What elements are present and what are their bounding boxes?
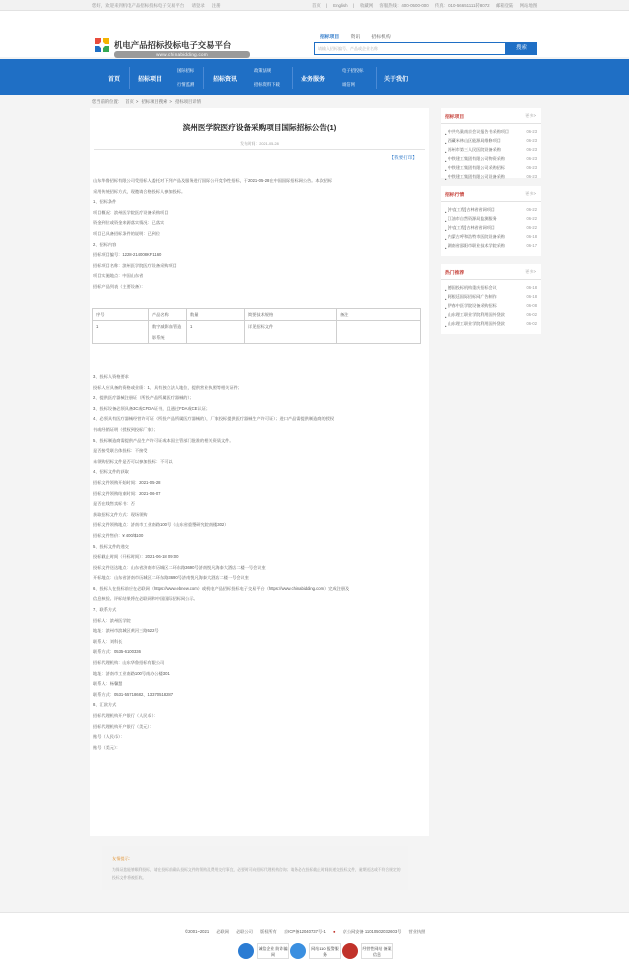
list-item-text: [中直工程]吉林省省网项目	[447, 207, 495, 212]
sidebar-list	[441, 280, 541, 328]
article-line: 地址：济南市工业南路100号南办公楼301	[93, 670, 170, 676]
license-link[interactable]: 营业执照	[408, 929, 426, 934]
more-link[interactable]: 更多>	[525, 269, 536, 274]
publish-date: 发布时间：2021-05-28	[240, 142, 279, 146]
breadcrumb: 您当前的位置： 首页 > 招标项目搜索 > 招标项目详情	[92, 99, 201, 104]
badge-label: 诚信企业 防诈骗网	[257, 943, 289, 959]
list-item-text: [中直工程]吉林省省网项目	[447, 225, 495, 230]
list-item-text: 山东理工职业学院利用国外贷款	[447, 321, 505, 326]
top-bar	[0, 0, 629, 11]
nav-home[interactable]: 首页	[108, 77, 121, 83]
list-item[interactable]: • 德国投标机构重庆招标会议 06-18	[445, 285, 537, 292]
article-body-top	[93, 176, 423, 293]
list-item[interactable]: • 内蒙古呼和浩特市医院设备采购 06-18	[445, 234, 537, 241]
list-item-date: 06-23	[526, 147, 537, 152]
nav-intl-bidding[interactable]: 国际招标	[177, 68, 195, 73]
title-divider	[94, 149, 425, 150]
list-item-text: 中铁建工集团有限公司物资采购	[447, 156, 505, 161]
list-item-date: 06-18	[526, 234, 537, 239]
list-item-date: 06-02	[526, 312, 537, 317]
sidebar-list	[441, 202, 541, 250]
list-item-date: 06-22	[526, 225, 537, 230]
list-item-text: 中铁建工集团有限公司采购招标	[447, 165, 505, 170]
nav-credit[interactable]: 诚信网	[342, 82, 355, 87]
article-line: 招标文件售价：¥ 400/$100	[93, 532, 144, 538]
search-tab-agencies[interactable]: 招标机构	[371, 35, 391, 40]
list-item-text: 苏州市第三人民医院设备采购	[447, 147, 501, 152]
article-line: 是否接受联合体投标：不接受	[93, 448, 148, 454]
list-item[interactable]: • 中铁建工集团有限公司设备采购 06-23	[445, 174, 537, 181]
table-cell: 数字减影血管造影系统	[149, 321, 187, 344]
page-title: 滨州医学院医疗设备采购项目国际招标公告(1)	[182, 123, 337, 132]
footer-links	[185, 929, 431, 935]
nav-divider	[129, 67, 130, 89]
table-cell: 1	[93, 321, 149, 344]
nav-info[interactable]: 招标资讯	[213, 77, 238, 83]
trust-badge[interactable]	[238, 940, 289, 962]
police-icon: ●	[333, 929, 336, 934]
article-line: 招标文件领购开始时间：2021-05-28	[93, 479, 161, 485]
police-link[interactable]: 京公网安备 11010502032603号	[342, 929, 402, 934]
table-cell: 详见招标文件	[245, 321, 337, 344]
table-cell: 1	[187, 321, 245, 344]
sidebar-section	[441, 186, 541, 256]
shield-icon	[238, 943, 254, 959]
list-item-text: 江油市自然资源局监测服务	[447, 216, 497, 221]
badge-label: 经营性网站 备案信息	[361, 943, 393, 959]
list-item-text: 山东理工职业学院利用国外贷款	[447, 312, 505, 317]
article-line: 招标产品列表（主要设备）：	[93, 283, 146, 289]
article-line: 3、投标人资格要求	[93, 374, 129, 379]
list-item-date: 06-23	[526, 165, 537, 170]
list-item-date: 06-08	[526, 303, 537, 308]
table-header: 序号	[93, 309, 149, 321]
search-input[interactable]: 请输入招标编号、产品或企业名称	[314, 42, 506, 55]
list-item-date: 06-17	[526, 243, 537, 248]
list-item-text: 湖南省邵阳市职业技术学院采购	[447, 243, 505, 248]
list-item-text: 西藏米林山区能源局维修项目	[447, 138, 501, 143]
sidebar-section-header	[441, 108, 541, 124]
sidebar-section-header	[441, 264, 541, 280]
copyright-text: ©2001~2021	[185, 929, 210, 934]
icp-link[interactable]: 京ICP备12040737号-1	[283, 929, 326, 934]
nav-divider	[292, 67, 293, 89]
phone-text: 客服热线：400-0500-000	[379, 3, 429, 8]
sidebar-list	[441, 124, 541, 181]
nav-market-monitor[interactable]: 行情监测	[177, 82, 195, 87]
article-line: 招标人：滨州医学院	[93, 617, 131, 623]
list-item[interactable]: • 江油市自然资源局监测服务 06-22	[445, 216, 537, 223]
article-line: 招标代理机构：山东华鲁招标有限公司	[93, 660, 165, 666]
article-line: 1、招标条件	[93, 199, 117, 205]
home-link[interactable]: 首页	[312, 3, 321, 8]
article-line: 项目已具备招标条件的说明：已到位	[93, 230, 161, 236]
article-line: 5、投标制造商需提供产品生产许可证或本国主管部门批准的相关资质文件。	[93, 437, 234, 443]
article-body-bottom	[93, 372, 423, 753]
register-link[interactable]: 注册	[211, 3, 221, 8]
article-line: 资金到位或资金来源落实情况：已落实	[93, 220, 165, 226]
list-item[interactable]: • 山东理工职业学院利用国外贷款 06-02	[445, 321, 537, 328]
notice-box	[102, 846, 408, 890]
list-item[interactable]: • 中共鸟巢南京会议报告书采购项目 06-23	[445, 129, 537, 136]
list-item[interactable]: • 中铁建工集团有限公司物资采购 06-23	[445, 156, 537, 163]
article-line: 账号（人民币）：	[93, 734, 125, 740]
list-item-text: 内蒙古呼和浩特市医院设备采购	[447, 234, 505, 239]
list-item-date: 06-22	[526, 216, 537, 221]
list-item[interactable]: • 湖南省邵阳市职业技术学院采购 06-17	[445, 243, 537, 250]
sidebar-section	[441, 264, 541, 334]
list-item[interactable]: • 苏州市第三人民医院设备采购 06-23	[445, 147, 537, 154]
notice-title: 友情提示：	[112, 856, 133, 861]
article-line: 招标代理机构开户银行（美元）：	[93, 723, 154, 729]
list-item-date: 06-23	[526, 129, 537, 134]
nav-about[interactable]: 关于我们	[384, 77, 409, 83]
article-line: 3、投标设备必须具备3C或CFDA证书，且通过FDA或CE认证；	[93, 405, 211, 411]
search-button[interactable]: 搜索	[506, 42, 537, 55]
list-item[interactable]: • 西藏米林山区能源局维修项目 06-23	[445, 138, 537, 145]
article-line: 项目概况：滨州医学院医疗设备采购项目	[93, 209, 169, 215]
nav-divider	[376, 67, 377, 89]
article-line: 2、提供医疗器械注册证（所投产品所属医疗器械的）；	[93, 395, 194, 401]
footer-brand-link[interactable]: 必联网	[216, 929, 229, 934]
article-line: 7、联系方式	[93, 607, 117, 613]
list-item-date: 06-23	[526, 138, 537, 143]
login-link[interactable]: 请登录	[191, 3, 205, 8]
article-line: 地址：滨州市滨城区黄河三路522号	[93, 628, 159, 634]
list-item[interactable]: • 山东理工职业学院利用国外贷款 06-02	[445, 312, 537, 319]
notice-text: 为保证您能够顺利投标，请在投标前确认投标文件的领购及费用交付事宜，必要时可向招标代理机构咨询；请务必在投标截止时间前递交投标文件，逾期送达或不符合规定的投标文件将被拒收。	[112, 868, 401, 880]
nav-divider	[203, 67, 204, 89]
table-header-row	[93, 309, 421, 321]
list-item-date: 06-23	[526, 174, 537, 179]
nav-docs-download[interactable]: 招标资料下载	[254, 82, 280, 87]
table-header: 备注	[337, 309, 421, 321]
list-item-date: 06-18	[526, 285, 537, 290]
logo-url: www.chinabidding.com	[114, 51, 250, 58]
print-button[interactable]: 【我要打印】	[389, 155, 417, 160]
top-bar-left	[92, 3, 227, 9]
article-line: 采用传统招标方式，现邀请合格投标人参加投标。	[93, 188, 186, 194]
list-item[interactable]: • [中直工程]吉林省省网项目 06-22	[445, 225, 537, 232]
product-table	[92, 308, 421, 344]
article-line: 投标截止时间（开标时间）：2021-06-18 09:00	[93, 554, 179, 560]
sitemap-link[interactable]: 网站地图	[519, 3, 538, 8]
license-badge[interactable]	[342, 940, 393, 962]
article-line: 8、汇款方式	[93, 702, 117, 708]
badge-label: 网站110 报警服务	[309, 943, 341, 959]
article-line: 山东华鲁招标有限公司受招标人委托对下列产品及服务进行国际公开竞争性招标，于2021-05-28在中国国际招标网公告。本次招标	[93, 178, 333, 183]
article-line: 项目实施地点：中国山东省	[93, 273, 144, 279]
footer-rights-text: 版权所有	[260, 929, 277, 934]
article-line: 书或经销证明（授权到投标厂家）；	[93, 426, 158, 432]
article-line: 6、投标人在投标前应在必联网（https://www.ebnew.com）或机电产品招标投标电子交易平台（https://www.chinabidding.com）完成注册及	[93, 585, 350, 591]
list-item-date: 06-23	[526, 156, 537, 161]
sidebar-section-title: 热门推荐	[445, 271, 465, 276]
article-line: 4、必须具有医疗器械经营许可证（所投产品所属医疗器械的），厂家投标提供医疗器械生产许可证）；进口产品需提供制造商的授权	[93, 416, 335, 422]
table-row	[93, 321, 421, 344]
sidebar-section-title: 招标项目	[445, 115, 465, 120]
table-cell	[337, 321, 421, 344]
article-line: 招标项目编号：1228-214008KF1160	[93, 252, 162, 258]
article-line: 信息核验。评标结果将在必联网和中国国际招标网公示。	[93, 596, 198, 602]
article-line: 4、招标文件的获取	[93, 469, 129, 475]
footer-company-link[interactable]: 必联公司	[236, 929, 253, 934]
article-line: 未领购招标文件是否可以参加投标：不可以	[93, 458, 173, 464]
search-tabs	[320, 33, 401, 40]
emblem-icon	[342, 943, 358, 959]
table-header: 简要技术规格	[245, 309, 337, 321]
nav-projects[interactable]: 招标项目	[138, 77, 163, 83]
article-line: 招标项目名称：滨州医学院医疗设备采购项目	[93, 262, 177, 268]
table-header: 产品名称	[149, 309, 187, 321]
police-badge[interactable]	[290, 940, 341, 962]
article-line: 投标人应具备的资格或业绩：1、具有独立法人地位，提供营业执照等相关证件；	[93, 384, 242, 390]
list-item[interactable]: • 中铁建工集团有限公司采购招标 06-23	[445, 165, 537, 172]
sidebar-section-header	[441, 186, 541, 202]
list-item-date: 06-18	[526, 294, 537, 299]
article-line: 联系人：刘科长	[93, 638, 123, 644]
search-tab-projects[interactable]: 招标项目	[320, 35, 340, 40]
article-line: 投标文件送达地点：山东省济南市历城区二环东路3690号济南悦凡海泰大酒店二楼一号会议室	[93, 564, 266, 570]
article-panel	[90, 108, 429, 880]
nav-business[interactable]: 业务服务	[301, 77, 326, 83]
list-item-text: 德国投标机构重庆招标会议	[447, 285, 497, 290]
article-line: 联系人：杨馨慧	[93, 681, 123, 687]
list-item-text: 阿根廷国际招标网广告制作	[447, 294, 497, 299]
table-header: 数量	[187, 309, 245, 321]
list-item-text: 中铁建工集团有限公司设备采购	[447, 174, 505, 179]
breadcrumb-label: 您当前的位置：	[92, 99, 123, 104]
more-link[interactable]: 更多>	[525, 113, 536, 118]
list-item-text: 伊春中医学院设备采购招标	[447, 303, 497, 308]
sidebar-section-title: 招标行情	[445, 193, 465, 198]
article-line: 账号（美元）：	[93, 744, 121, 750]
article-line: 招标代理机构开户银行（人民币）：	[93, 713, 158, 718]
article-line: 招标文件领购结束时间：2021-06-07	[93, 490, 161, 496]
header	[0, 11, 629, 57]
police-badge-icon	[290, 943, 306, 959]
article-line: 5、投标文件的递交	[93, 543, 129, 549]
article-line: 联系方式：0535-6100336	[93, 649, 141, 655]
breadcrumb-home[interactable]: 首页	[125, 99, 134, 104]
top-bar-right: 首页 | English | 收藏网 客服热线：400-0500-000 传真：010-56651111转8072 邮箱登陆 网站地图	[312, 3, 538, 8]
sidebar-section	[441, 108, 541, 181]
list-item-date: 06-22	[526, 207, 537, 212]
list-item-date: 06-02	[526, 321, 537, 326]
list-item[interactable]: • [中直工程]吉林省省网项目 06-22	[445, 207, 537, 214]
list-item-text: 中共鸟巢南京会议报告书采购项目	[447, 129, 509, 134]
list-item[interactable]: • 阿根廷国际招标网广告制作 06-18	[445, 294, 537, 301]
article-line: 2、招标内容	[93, 241, 117, 247]
nav-policy[interactable]: 政策法规	[254, 68, 272, 73]
email-login-link[interactable]: 邮箱登陆	[495, 3, 514, 8]
english-link[interactable]: English	[333, 3, 348, 8]
footer	[0, 912, 629, 977]
breadcrumb-detail: 招标项目详情	[175, 99, 201, 104]
logo-icon[interactable]	[94, 37, 110, 53]
logo-name[interactable]: 机电产品招标投标电子交易平台	[114, 40, 232, 50]
breadcrumb-projects[interactable]: 招标项目搜索	[141, 99, 168, 104]
article-line: 开标地点：山东省济南市历城区二环东路3690号济南悦凡海泰大酒店二楼一号会议室	[93, 575, 249, 581]
main-nav	[0, 59, 629, 95]
article-line: 是否在线售卖标书：否	[93, 501, 135, 507]
list-item[interactable]: • 伊春中医学院设备采购招标 06-08	[445, 303, 537, 310]
nav-e-bidding[interactable]: 电子招投标	[342, 68, 364, 73]
fax-text: 传真：010-56651111转8072	[434, 3, 490, 8]
more-link[interactable]: 更多>	[525, 191, 536, 196]
article-line: 联系方式：0531-55718682、13370518287	[93, 691, 174, 697]
article-line: 获取招标文件方式：现场领购	[93, 511, 148, 517]
welcome-text: 您好，欢迎来到机电产品招标投标电子交易平台	[92, 3, 185, 8]
favorite-link[interactable]: 收藏网	[359, 3, 374, 8]
article-line: 招标文件领购地点：济南市工业南路100号（山东省重塑研究院南楼302）	[93, 522, 229, 528]
search-tab-info[interactable]: 资讯	[350, 35, 361, 40]
